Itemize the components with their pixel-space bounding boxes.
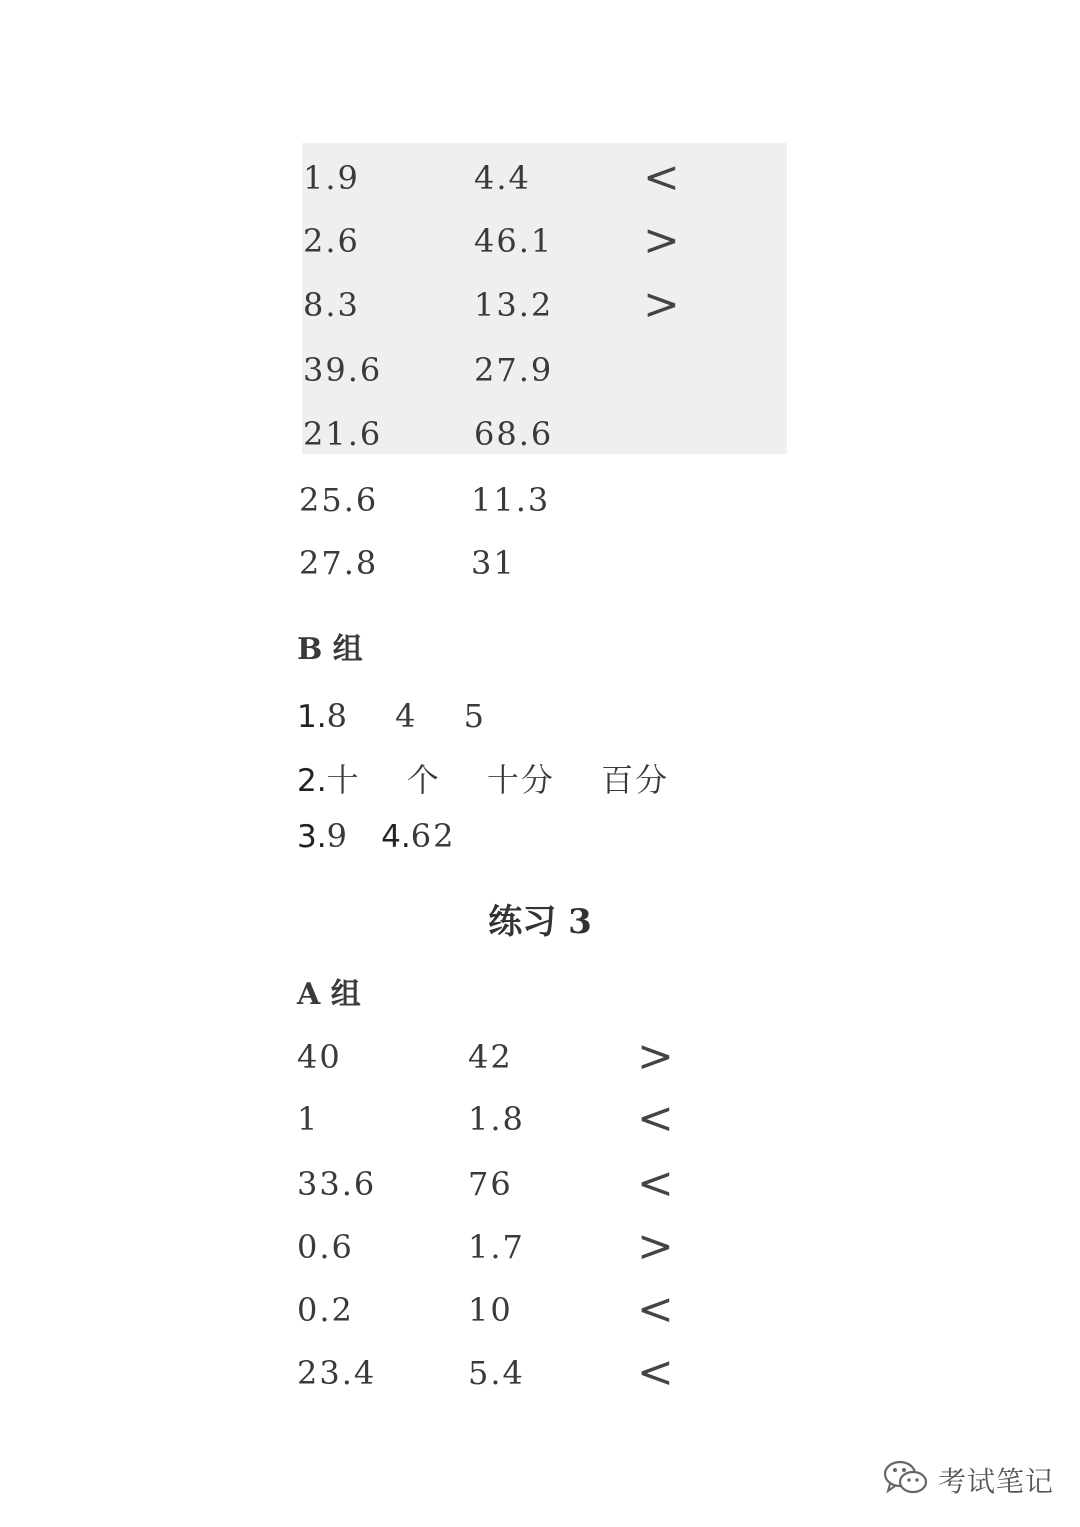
item-number: 2. <box>297 763 327 799</box>
comparison-symbol: > <box>637 1031 676 1082</box>
comparison-symbol: < <box>643 152 682 203</box>
item-number: 4. <box>381 819 411 855</box>
comparison-symbol: > <box>643 279 682 330</box>
item-answer: 62 <box>410 817 456 855</box>
table-cell: 33.6 <box>297 1165 377 1203</box>
watermark <box>882 1455 1054 1505</box>
table-cell: 10 <box>468 1291 513 1329</box>
table-cell: 25.6 <box>299 481 379 519</box>
item-answer: 8 4 5 <box>326 697 487 735</box>
comparison-symbol: > <box>637 1221 676 1272</box>
item-answer: 9 <box>326 817 349 855</box>
table-cell: 31 <box>471 544 516 582</box>
table-cell: 27.8 <box>299 544 379 582</box>
table-cell: 1.8 <box>468 1100 525 1138</box>
table-cell: 0.6 <box>297 1228 354 1266</box>
group-a-heading: A 组 <box>297 977 361 1012</box>
group-b-item-3 <box>297 817 455 857</box>
table-cell: 68.6 <box>474 415 554 453</box>
table-cell: 23.4 <box>297 1354 377 1392</box>
table-cell: 1.9 <box>303 159 360 197</box>
comparison-symbol: > <box>643 215 682 266</box>
table-cell: 76 <box>468 1165 513 1203</box>
table-cell: 42 <box>468 1038 513 1076</box>
table-cell: 1.7 <box>468 1228 525 1266</box>
table-cell: 13.2 <box>474 286 554 324</box>
wechat-icon <box>882 1458 930 1502</box>
item-number: 3. <box>297 819 327 855</box>
comparison-symbol: < <box>637 1093 676 1144</box>
table-cell: 1 <box>297 1100 320 1138</box>
table-cell: 2.6 <box>303 222 360 260</box>
table-cell: 0.2 <box>297 1291 354 1329</box>
table-cell: 11.3 <box>471 481 551 519</box>
table-cell: 46.1 <box>474 222 554 260</box>
group-b-item-1 <box>297 691 487 735</box>
section-title: 练习 3 <box>488 902 592 942</box>
group-b-item-2 <box>297 755 670 799</box>
table-cell: 4.4 <box>474 159 531 197</box>
table-cell: 39.6 <box>303 351 383 389</box>
comparison-symbol: < <box>637 1158 676 1209</box>
item-number: 1. <box>297 699 327 735</box>
table-cell: 27.9 <box>474 351 554 389</box>
table-cell: 5.4 <box>468 1354 525 1392</box>
table-cell: 8.3 <box>303 286 360 324</box>
item-answer: 十 个 十分 百分 <box>326 761 670 799</box>
comparison-symbol: < <box>637 1284 676 1335</box>
group-b-heading: B 组 <box>297 632 363 667</box>
comparison-symbol: < <box>637 1347 676 1398</box>
table-cell: 21.6 <box>303 415 383 453</box>
watermark-label: 考试笔记 <box>938 1465 1055 1498</box>
table-cell: 40 <box>297 1038 342 1076</box>
